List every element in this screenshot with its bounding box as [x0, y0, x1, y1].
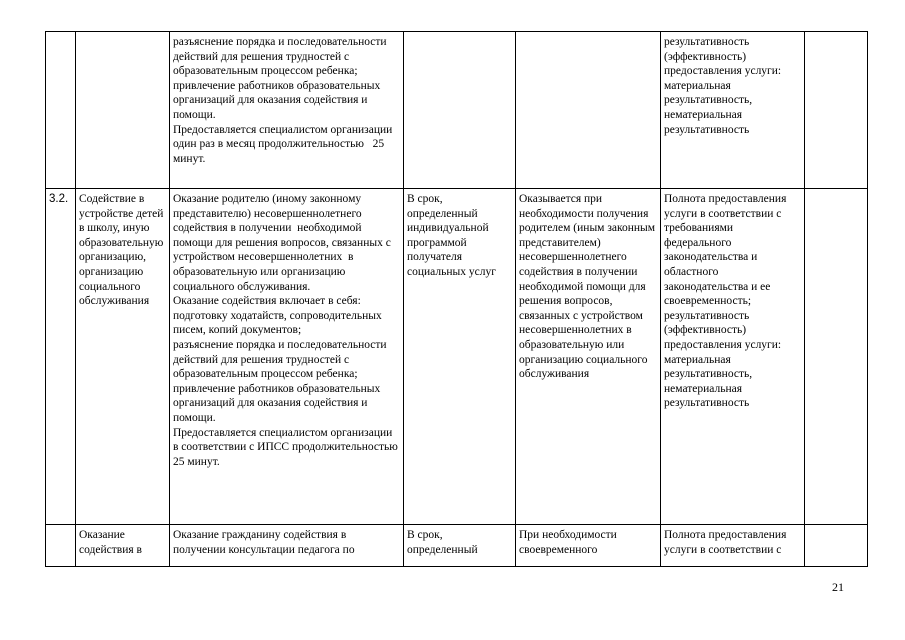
content-paragraph: привлечение работников образовательных организаций для оказания содействия и помощи.	[173, 382, 384, 424]
quality-indicators-cell: Полнота предоставления услуги в соответствии с требованиями федерального законодательства и областного законодательства и ее своевременность; результативность (эффективность) предоставления услуги: материальная результативность, нематериальная результативность	[661, 189, 805, 525]
row-number-cell	[46, 525, 76, 567]
content-paragraph: Предоставляется специалистом организации в соответствии с ИПСС продолжительностью 25 минут.	[173, 426, 410, 468]
conditions-cell: Оказывается при необходимости получения родителем (иным законным представителем) несовершеннолетнего содействия в получении необходимой помощи для решения вопросов, связанных с устройством несовершеннолетних в образовательную или организацию социального обслуживания	[516, 189, 661, 525]
table-row	[46, 32, 868, 189]
term-cell	[404, 32, 516, 189]
table-row	[46, 189, 868, 525]
service-name-cell: Оказание содействия в	[76, 525, 170, 567]
empty-cell	[805, 525, 868, 567]
services-table	[45, 31, 868, 567]
quality-indicators-cell: результативность (эффективность) предоставления услуги: материальная результативность, нематериальная результативность	[661, 32, 805, 189]
service-content-cell	[170, 189, 410, 525]
row-number-cell: 3.2.	[46, 189, 76, 525]
term-cell: В срок, определенный индивидуальной программой получателя социальных услуг	[404, 189, 516, 525]
empty-cell	[805, 189, 868, 525]
content-paragraph: Оказание содействия включает в себя:	[173, 295, 361, 308]
quality-indicators-cell: Полнота предоставления услуги в соответствии с	[661, 525, 805, 567]
term-cell: В срок, определенный	[404, 525, 516, 567]
content-paragraph: разъяснение порядка и последовательности действий для решения трудностей с образовательным процессом ребенка;	[173, 338, 390, 381]
service-name-cell	[76, 32, 170, 189]
row-number-cell	[46, 32, 76, 189]
content-paragraph: Оказание гражданину содействия в получении консультации педагога по	[173, 529, 355, 556]
service-name-cell: Содействие в устройстве детей в школу, иную образовательную организацию, организацию социального обслуживания	[76, 189, 170, 525]
service-content-cell	[170, 32, 404, 189]
content-paragraph: привлечение работников образовательных организаций для оказания содействия и помощи.	[173, 79, 384, 121]
conditions-cell	[516, 32, 661, 189]
content-paragraph: разъяснение порядка и последовательности действий для решения трудностей с образовательным процессом ребенка;	[173, 36, 390, 78]
conditions-cell: При необходимости своевременного	[516, 525, 661, 567]
table-row	[46, 525, 868, 567]
page-number: 21	[832, 580, 844, 594]
empty-cell	[805, 32, 868, 189]
content-paragraph: Предоставляется специалистом организации один раз в месяц продолжительностью 25 минут.	[173, 123, 396, 165]
service-content-cell	[170, 525, 404, 567]
content-paragraph: Оказание родителю (иному законному представителю) несовершеннолетнего содействия в получении необходимой помощи для решения вопросов, связанных с устройством несовершеннолетних в образовательную или организацию социального обслуживания.	[173, 193, 394, 293]
content-paragraph: подготовку ходатайств, сопроводительных писем, копий документов;	[173, 309, 385, 337]
